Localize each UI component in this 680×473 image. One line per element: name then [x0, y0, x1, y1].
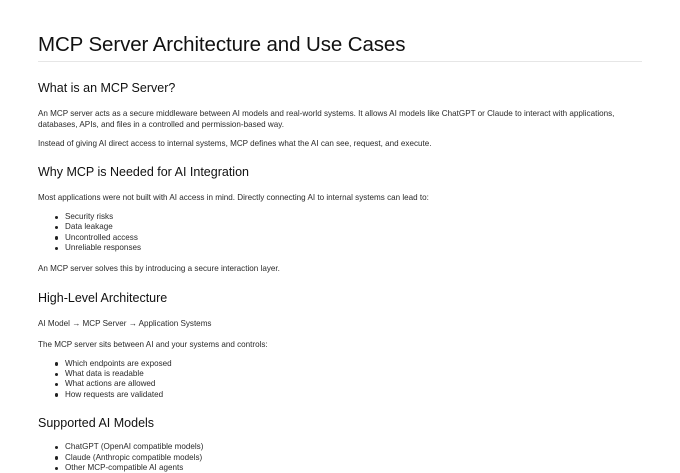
list-item: What actions are allowed: [65, 379, 642, 389]
list-item: Data leakage: [65, 222, 642, 232]
list-item: What data is readable: [65, 369, 642, 379]
architecture-flow: AI Model → MCP Server → Application Systems: [38, 318, 212, 328]
list-item: ChatGPT (OpenAI compatible models): [65, 442, 642, 452]
section-heading-what-is-mcp: What is an MCP Server?: [38, 81, 176, 95]
list-item: Uncontrolled access: [65, 233, 642, 243]
section-heading-why-mcp: Why MCP is Needed for AI Integration: [38, 165, 249, 179]
risks-list: [38, 212, 642, 254]
title-divider: [38, 61, 642, 62]
page-title: MCP Server Architecture and Use Cases: [38, 33, 406, 56]
controls-list: [38, 359, 642, 401]
list-item: Claude (Anthropic compatible models): [65, 453, 642, 463]
paragraph-why-intro: Most applications were not built with AI access in mind. Directly connecting AI to internal systems can lead to:: [38, 193, 429, 202]
paragraph-why-outro: An MCP server solves this by introducing a secure interaction layer.: [38, 263, 280, 273]
models-list: [38, 442, 642, 473]
section-heading-architecture: High-Level Architecture: [38, 290, 168, 305]
list-item: Unreliable responses: [65, 243, 642, 253]
list-item: Which endpoints are exposed: [65, 359, 642, 369]
paragraph-mcp-definition: An MCP server acts as a secure middleware between AI models and real-world systems. It allows AI models like ChatGPT or Claude to interact with applications, databases, APIs, and files in a controlled and permission-based way.: [38, 109, 615, 129]
section-heading-supported-models: Supported AI Models: [38, 416, 155, 431]
paragraph-architecture-intro: The MCP server sits between AI and your systems and controls:: [38, 339, 268, 349]
list-item: Other MCP-compatible AI agents: [65, 463, 642, 473]
list-item: How requests are validated: [65, 390, 642, 400]
list-item: Security risks: [65, 212, 642, 222]
paragraph-mcp-access: Instead of giving AI direct access to internal systems, MCP defines what the AI can see, request, and execute.: [38, 139, 432, 148]
